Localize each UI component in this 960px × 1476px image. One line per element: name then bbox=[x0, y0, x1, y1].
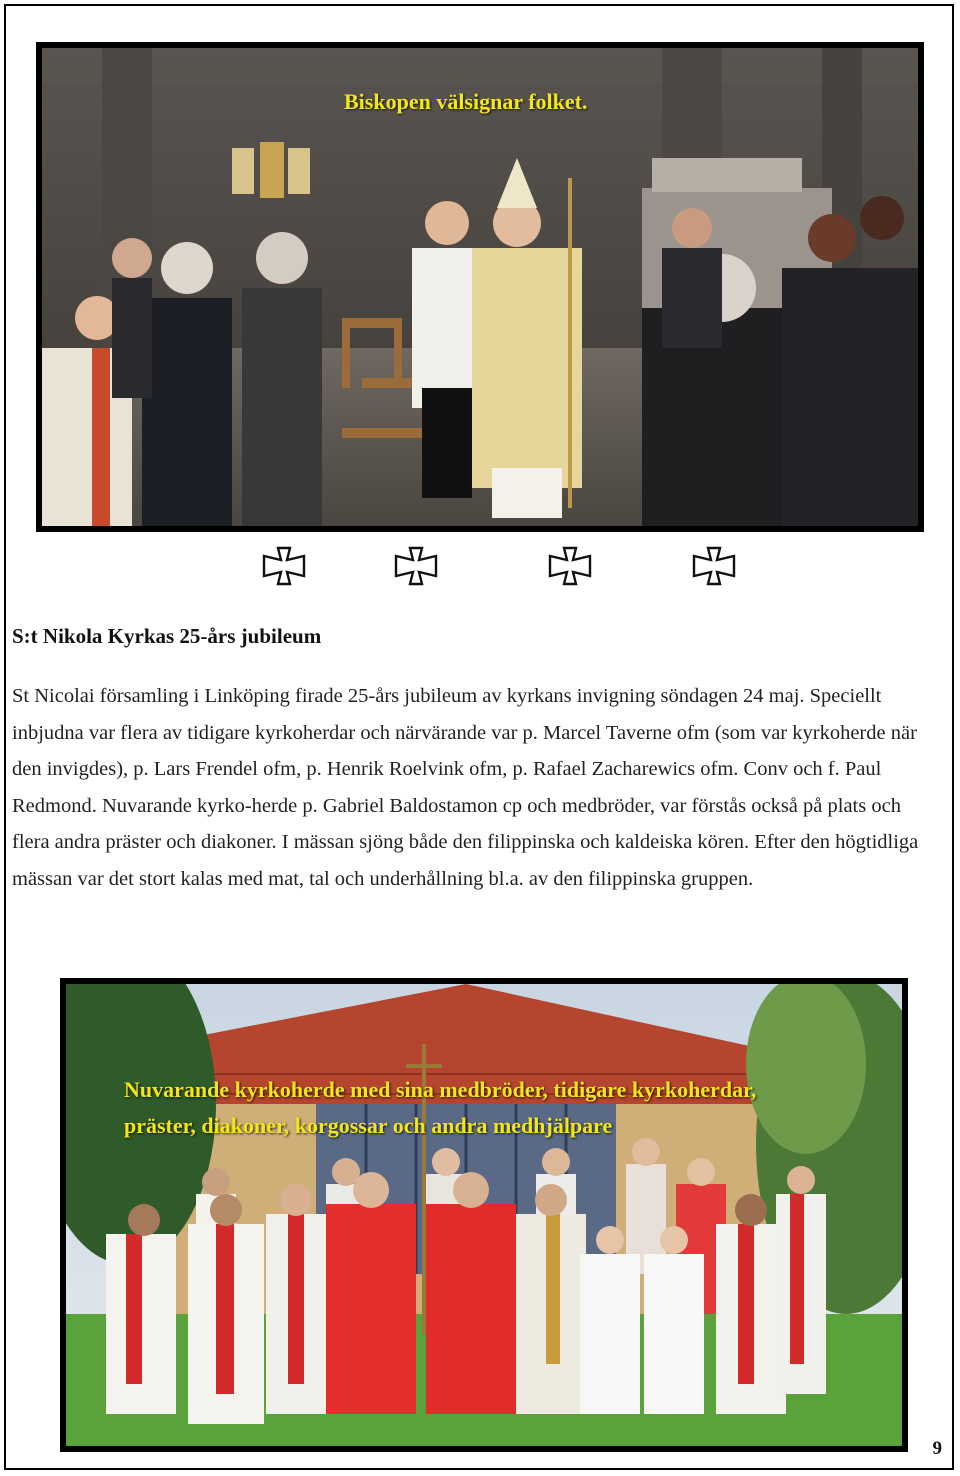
photo-bishop-blessing bbox=[36, 42, 924, 532]
page-number: 9 bbox=[932, 1438, 942, 1459]
cross-patee-icon bbox=[392, 546, 440, 586]
cross-patee-icon bbox=[260, 546, 308, 586]
photo-bottom-caption-line2: präster, diakoner, korgossar och andra medhjälpare bbox=[124, 1113, 613, 1138]
photo-bottom-caption-line1: Nuvarande kyrkoherde med sina medbröder, tidigare kyrkoherdar, bbox=[124, 1077, 757, 1102]
article-body: St Nicolai församling i Linköping firade 25-års jubileum av kyrkans invigning söndagen 24 maj. Speciellt inbjudna var flera av tidigare kyrkoherdar och närvärande var p. Marcel Taverne ofm (som var kyrkoherde när den invigdes), p. Lars Frendel ofm, p. Henrik Roelvink ofm, p. Rafael Zacharewics ofm. Conv och f. Paul Redmond. Nuvarande kyrko-herde p. Gabriel Baldostamon cp och medbröder, var förstås också på plats och flera andra präster och diakoner. I mässan sjöng både den filippinska och kaldeiska kören. Efter den högtidliga mässan var det stort kalas med mat, tal och underhållning bl.a. av den filippinska gruppen. bbox=[12, 685, 919, 890]
photo-top-caption: Biskopen välsignar folket. bbox=[344, 89, 588, 114]
article-heading: S:t Nikola Kyrkas 25-års jubileum bbox=[12, 624, 322, 648]
cross-patee-icon bbox=[690, 546, 738, 586]
cross-patee-icon bbox=[546, 546, 594, 586]
page-frame bbox=[4, 4, 954, 1470]
photo-clergy-group bbox=[60, 978, 908, 1452]
photo-bottom-caption bbox=[124, 1072, 884, 1144]
cross-divider bbox=[6, 546, 952, 590]
photo-group-illustration bbox=[66, 984, 902, 1446]
